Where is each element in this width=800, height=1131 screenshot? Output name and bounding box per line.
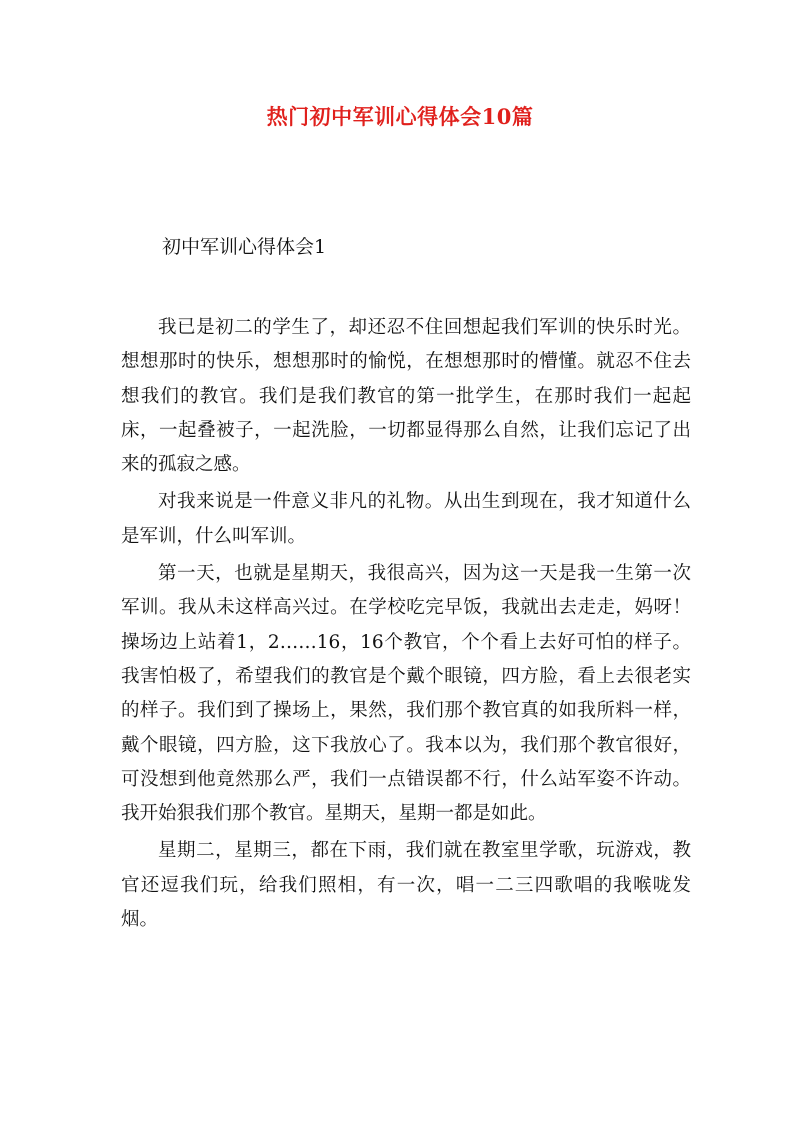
body-text (121, 311, 691, 940)
section-heading: 初中军训心得体会1 (162, 236, 327, 258)
paragraph-3: 第一天，也就是星期天，我很高兴，因为这一天是我一生第一次军训。我从未这样高兴过。在学校吃完早饭，我就出去走走，妈呀！操场边上站着1，2……16，16个教官，个个看上去好可怕的样子。我害怕极了，希望我们的教官是个戴个眼镜，四方脸，看上去很老实的样子。我们到了操场上，果然，我们那个教官真的如我所料一样，戴个眼镜，四方脸，这下我放心了。我本以为，我们那个教官很好，可没想到他竟然那么严，我们一点错误都不行，什么站军姿不许动。我开始狠我们那个教官。星期天，星期一都是如此。 (121, 563, 691, 825)
paragraph-1: 我已是初二的学生了，却还忍不住回想起我们军训的快乐时光。想想那时的快乐，想想那时的愉悦，在想想那时的懵懂。就忍不住去想我们的教官。我们是我们教官的第一批学生，在那时我们一起起床，一起叠被子，一起洗脸，一切都显得那么自然，让我们忘记了出来的孤寂之感。 (121, 317, 691, 476)
paragraph-2: 对我来说是一件意义非凡的礼物。从出生到现在，我才知道什么是军训，什么叫军训。 (121, 491, 691, 547)
paragraph-4: 星期二，星期三，都在下雨，我们就在教室里学歌，玩游戏，教官还逗我们玩，给我们照相，有一次，唱一二三四歌唱的我喉咙发烟。 (121, 840, 691, 931)
document-title: 热门初中军训心得体会10篇 (266, 104, 534, 129)
